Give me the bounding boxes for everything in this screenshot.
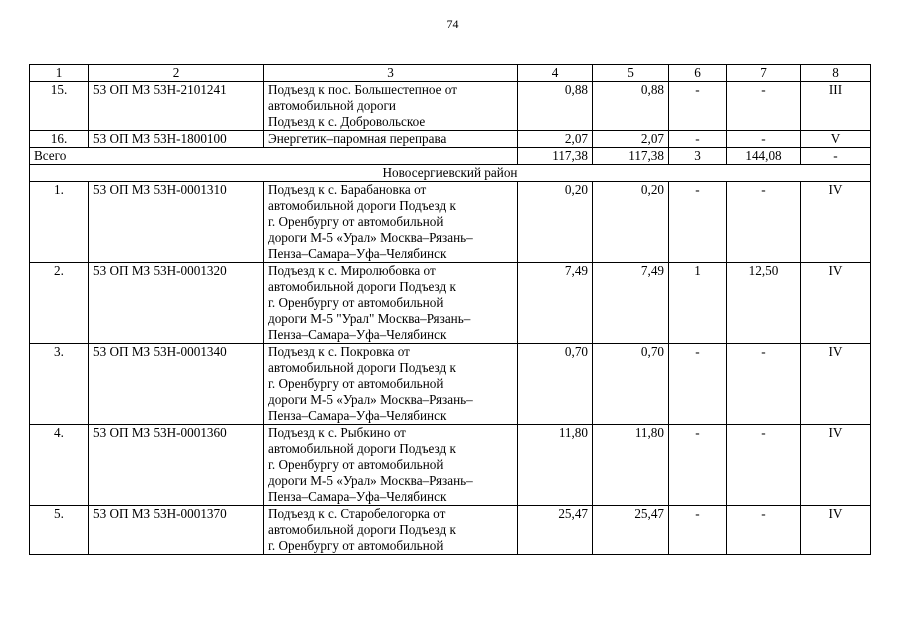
road-name-line: Подъезд к с. Покровка от — [268, 344, 410, 359]
road-name-line: автомобильной дороги Подъезд к — [268, 522, 456, 537]
total-label: Всего — [30, 148, 518, 165]
cell-col6: - — [669, 131, 727, 148]
road-name-line: Энергетик–паромная переправа — [268, 131, 447, 146]
cell-col7: 12,50 — [727, 263, 801, 344]
road-code: 53 ОП МЗ 53Н-0001360 — [89, 425, 264, 506]
cell-col6: - — [669, 344, 727, 425]
cell-col4: 0,88 — [518, 82, 593, 131]
road-name — [264, 344, 518, 425]
road-name — [264, 263, 518, 344]
column-header: 4 — [518, 65, 593, 82]
cell-col4: 7,49 — [518, 263, 593, 344]
road-name-line: г. Оренбургу от автомобильной — [268, 376, 444, 391]
column-header: 5 — [593, 65, 669, 82]
road-name-line: г. Оренбургу от автомобильной — [268, 457, 444, 472]
cell-col7: - — [727, 131, 801, 148]
total-col6: 3 — [669, 148, 727, 165]
cell-col6: 1 — [669, 263, 727, 344]
cell-col8: IV — [801, 506, 871, 555]
cell-col6: - — [669, 506, 727, 555]
road-name-line: г. Оренбургу от автомобильной — [268, 295, 444, 310]
road-name-line: Подъезд к с. Миролюбовка от — [268, 263, 436, 278]
road-name-line: Подъезд к пос. Большестепное от — [268, 82, 457, 97]
cell-col5: 0,70 — [593, 344, 669, 425]
roads-table — [29, 64, 871, 555]
column-header: 6 — [669, 65, 727, 82]
table-row — [30, 182, 871, 263]
road-code: 53 ОП МЗ 53Н-0001340 — [89, 344, 264, 425]
cell-col5: 0,88 — [593, 82, 669, 131]
total-row — [30, 148, 871, 165]
road-name-line: автомобильной дороги Подъезд к — [268, 279, 456, 294]
road-name-line: Подъезд к с. Барабановка от — [268, 182, 427, 197]
cell-col6: - — [669, 425, 727, 506]
road-name — [264, 425, 518, 506]
total-col4: 117,38 — [518, 148, 593, 165]
cell-col7: - — [727, 344, 801, 425]
row-number: 15. — [30, 82, 89, 131]
cell-col6: - — [669, 82, 727, 131]
section-row — [30, 165, 871, 182]
column-header: 3 — [264, 65, 518, 82]
road-name-line: автомобильной дороги — [268, 98, 396, 113]
row-number: 5. — [30, 506, 89, 555]
table-header-row — [30, 65, 871, 82]
cell-col8: IV — [801, 425, 871, 506]
road-code: 53 ОП МЗ 53Н-0001310 — [89, 182, 264, 263]
column-header: 1 — [30, 65, 89, 82]
cell-col5: 25,47 — [593, 506, 669, 555]
page-number: 74 — [446, 17, 459, 31]
row-number: 2. — [30, 263, 89, 344]
road-name-line: Подъезд к с. Старобелогорка от — [268, 506, 446, 521]
table-row — [30, 425, 871, 506]
road-name-line: дороги М-5 "Урал" Москва–Рязань– — [268, 311, 471, 326]
row-number: 3. — [30, 344, 89, 425]
road-name — [264, 82, 518, 131]
cell-col7: - — [727, 182, 801, 263]
cell-col5: 7,49 — [593, 263, 669, 344]
cell-col7: - — [727, 506, 801, 555]
road-name — [264, 182, 518, 263]
total-col7: 144,08 — [727, 148, 801, 165]
table-row — [30, 506, 871, 555]
road-name-line: Пенза–Самара–Уфа–Челябинск — [268, 327, 447, 342]
cell-col6: - — [669, 182, 727, 263]
cell-col7: - — [727, 82, 801, 131]
section-title: Новосергиевский район — [30, 165, 871, 182]
road-name-line: Пенза–Самара–Уфа–Челябинск — [268, 489, 447, 504]
road-name-line: Пенза–Самара–Уфа–Челябинск — [268, 246, 447, 261]
cell-col4: 0,70 — [518, 344, 593, 425]
table-row — [30, 82, 871, 131]
cell-col7: - — [727, 425, 801, 506]
road-name-line: автомобильной дороги Подъезд к — [268, 441, 456, 456]
row-number: 4. — [30, 425, 89, 506]
row-number: 1. — [30, 182, 89, 263]
road-name-line: автомобильной дороги Подъезд к — [268, 198, 456, 213]
road-name-line: дороги М-5 «Урал» Москва–Рязань– — [268, 230, 473, 245]
road-name — [264, 131, 518, 148]
row-number: 16. — [30, 131, 89, 148]
cell-col4: 11,80 — [518, 425, 593, 506]
road-name-line: Пенза–Самара–Уфа–Челябинск — [268, 408, 447, 423]
road-name-line: Подъезд к с. Рыбкино от — [268, 425, 406, 440]
cell-col5: 2,07 — [593, 131, 669, 148]
cell-col4: 0,20 — [518, 182, 593, 263]
column-header: 2 — [89, 65, 264, 82]
column-header: 7 — [727, 65, 801, 82]
road-name-line: автомобильной дороги Подъезд к — [268, 360, 456, 375]
road-name-line: дороги М-5 «Урал» Москва–Рязань– — [268, 473, 473, 488]
road-name-line: г. Оренбургу от автомобильной — [268, 214, 444, 229]
column-header: 8 — [801, 65, 871, 82]
road-code: 53 ОП МЗ 53Н-1800100 — [89, 131, 264, 148]
road-code: 53 ОП МЗ 53Н-0001320 — [89, 263, 264, 344]
table-row — [30, 131, 871, 148]
cell-col8: III — [801, 82, 871, 131]
cell-col8: IV — [801, 182, 871, 263]
cell-col8: IV — [801, 263, 871, 344]
road-code: 53 ОП МЗ 53Н-2101241 — [89, 82, 264, 131]
road-name — [264, 506, 518, 555]
road-name-line: г. Оренбургу от автомобильной — [268, 538, 444, 553]
table-row — [30, 344, 871, 425]
road-code: 53 ОП МЗ 53Н-0001370 — [89, 506, 264, 555]
cell-col8: V — [801, 131, 871, 148]
cell-col5: 0,20 — [593, 182, 669, 263]
cell-col4: 2,07 — [518, 131, 593, 148]
road-name-line: дороги М-5 «Урал» Москва–Рязань– — [268, 392, 473, 407]
total-col8: - — [801, 148, 871, 165]
total-col5: 117,38 — [593, 148, 669, 165]
cell-col8: IV — [801, 344, 871, 425]
road-name-line: Подъезд к с. Добровольское — [268, 114, 426, 129]
cell-col5: 11,80 — [593, 425, 669, 506]
cell-col4: 25,47 — [518, 506, 593, 555]
table-row — [30, 263, 871, 344]
